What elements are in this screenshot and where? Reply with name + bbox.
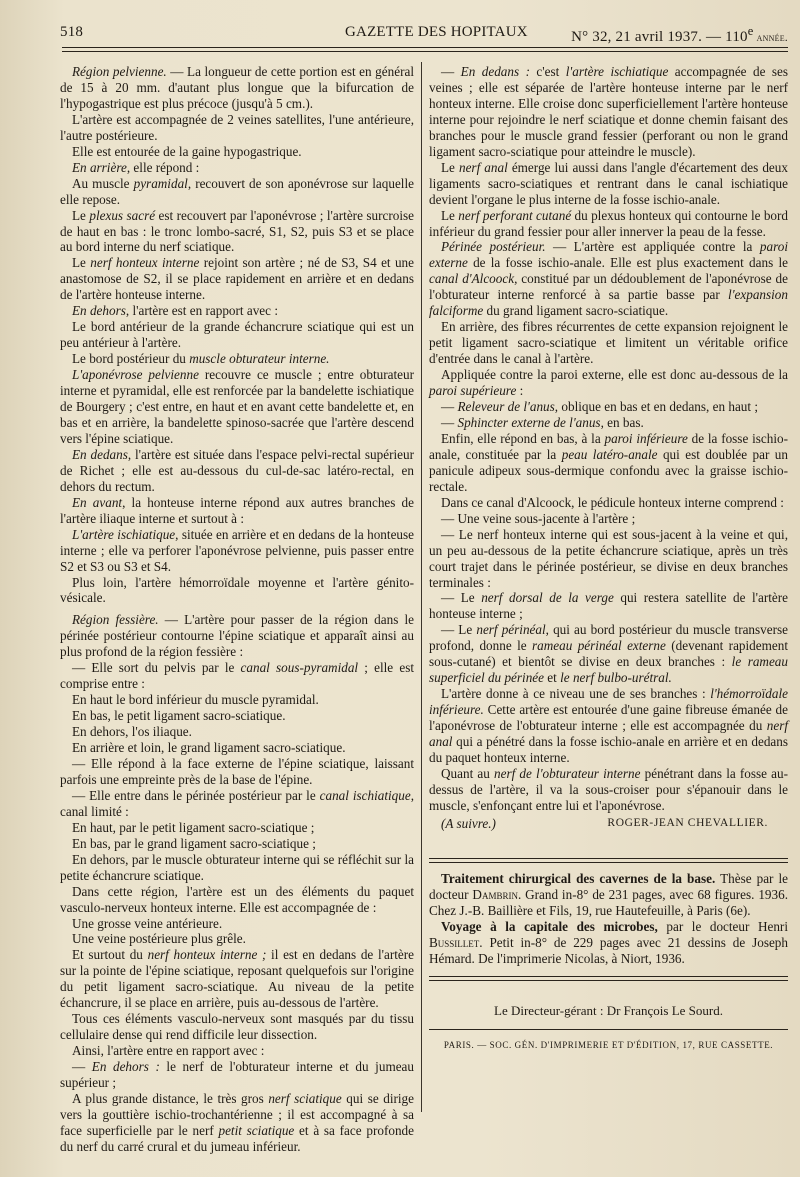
paragraph: Tous ces éléments vasculo-nerveux sont masqués par du tissu cellulaire dense qui rend difficile leur dissection. [60, 1011, 414, 1043]
paragraph: — Elle entre dans le périnée postérieur par le canal ischiatique, canal limité : [60, 787, 415, 819]
header-rule-bottom [62, 51, 788, 52]
paragraph: En bas, par le grand ligament sacro-sciatique ; [72, 835, 316, 851]
paragraph: Le nerf honteux interne rejoint son artère ; né de S3, S4 et une anastomose de S2, il se place rapidement en arrière et en dedans de l'artère honteuse interne. [60, 255, 414, 303]
paragraph: — Releveur de l'anus, oblique en bas et en dedans, en haut ; [441, 399, 759, 415]
paragraph: — En dehors : le nerf de l'obturateur interne et du jumeau supérieur ; [60, 1059, 414, 1091]
paragraph: Le bord postérieur du muscle obturateur interne. [72, 351, 330, 367]
paragraph: L'aponévrose pelvienne recouvre ce muscle ; entre obturateur interne et pyramidal, elle est renforcée par la bandelette ischiatique de Bourgery ; c'est entre, en haut et en avant cette bandelette et, en bas et en arrière, la bandelette spinoso-sacrée que l'artère descend vers l'épine sciatique. [60, 367, 414, 446]
section-rule [429, 858, 788, 859]
journal-title: GAZETTE DES HOPITAUX [345, 24, 528, 40]
paragraph: Le plexus sacré est recouvert par l'aponévrose ; l'artère surcroise de haut en bas : le tronc lombo-sacré, S1, S2, puis S3 et se place au bord interne du nerf sciatique. [60, 207, 414, 255]
section-rule [429, 1029, 788, 1030]
paragraph: En avant, la honteuse interne répond aux autres branches de l'artère iliaque interne et surtout à : [60, 494, 414, 526]
paragraph: Plus loin, l'artère hémorroïdale moyenne et l'artère génito-vésicale. [60, 574, 414, 606]
paragraph: Région pelvienne. — La longueur de cette portion est en général de 15 à 20 mm. d'autant plus longue que la bifurcation de l'hypogastrique est plus précoce (jusqu'à 5 cm.). [60, 64, 414, 111]
paragraph: Une grosse veine antérieure. [72, 915, 223, 931]
paragraph: Dans cette région, l'artère est un des éléments du paquet vasculo-nerveux honteux interne. Elle est accompagnée de : [60, 883, 414, 915]
section-rule [429, 980, 788, 981]
paragraph: Dans ce canal d'Alcoock, le pédicule honteux interne comprend : [441, 494, 784, 510]
paragraph: L'artère donne à ce niveau une de ses branches : l'hémorroïdale inférieure. Cette artère est entourée d'une gaine fibreuse émanée de l'aponévrose de l'obturateur interne ; elle est accompagnée du nerf anal qui a pénétré dans la fosse ischio-anale en arrière et en dedans du paquet honteux interne. [429, 686, 788, 765]
section-rule [429, 862, 788, 863]
paragraph: L'artère ischiatique, située en arrière et en dedans de la honteuse interne ; elle va perforer l'aponévrose pelvienne, puis passer entre S2 et S3 ou S3 et S4. [60, 526, 414, 574]
paragraph: En arrière et loin, le grand ligament sacro-sciatique. [72, 740, 346, 756]
paragraph: Région fessière. — L'artère pour passer de la région dans le périnée postérieur contourne l'épine sciatique et apparaît ainsi au plus profond de la région fessière : [60, 612, 414, 660]
paragraph: — Le nerf honteux interne qui est sous-jacent à la veine et qui, un peu au-dessous de la petite échancrure sciatique, après un très court trajet dans le périnée postérieur, se divise en deux branches terminales : [429, 526, 788, 590]
paragraph: En arrière, des fibres récurrentes de cette expansion rejoignent le petit ligament sacro-sciatique et limitent un véritable orifice d'entrée dans le canal à l'artère. [429, 319, 788, 367]
column-divider [421, 62, 422, 1112]
to-be-continued: (A suivre.) [441, 815, 496, 831]
author-name: ROGER-JEAN CHEVALLIER. [607, 816, 768, 829]
paragraph: Une veine postérieure plus grêle. [72, 931, 246, 947]
paragraph: En dehors, par le muscle obturateur interne qui se réfléchit sur la petite échancrure sciatique. [60, 851, 414, 883]
paragraph: Ainsi, l'artère entre en rapport avec : [72, 1043, 265, 1059]
paragraph: En dehors, l'artère est en rapport avec : [72, 303, 278, 319]
paragraph: — Le nerf dorsal de la verge qui restera satellite de l'artère honteuse interne ; [429, 590, 789, 622]
paragraph: Et surtout du nerf honteux interne ; il est en dedans de l'artère sur la pointe de l'épine sciatique, reposant quelquefois sur l'origine du petit ligament sacro-sciatique. Au niveau de la petite échancrure, il se place en arrière, puis au-dessous de l'artère. [60, 947, 414, 1011]
book-entry: Voyage à la capitale des microbes, par le docteur Henri Bussillet. Petit in-8° de 229 pages avec 21 dessins de Joseph Hémard. De l'imprimerie Nicolas, à Niort, 1936. [429, 918, 788, 966]
paragraph: — En dedans : c'est l'artère ischiatique accompagnée de ses veines ; elle est séparée de l'artère honteuse interne par le nerf honteux interne. Elle croise donc superficiellement l'artère honteuse interne pour rejoindre le nerf sciatique et donne chemin faisant des branches pour le muscle grand fessier (perforant ou non le grand ligament sacro-sciatique pour atteindre le muscle). [429, 64, 788, 159]
paragraph: — Elle répond à la face externe de l'épine sciatique, laissant parfois une empreinte près de la base de l'épine. [60, 755, 414, 787]
issue-text: N° 32, 21 avril 1937. — 110 [571, 29, 748, 45]
paragraph: Elle est entourée de la gaine hypogastrique. [72, 143, 302, 159]
article-signature [429, 816, 788, 832]
paragraph: En arrière, elle répond : [72, 159, 200, 175]
director-line: Le Directeur-gérant : Dr François Le Sourd. [494, 1003, 723, 1019]
paragraph: — Elle sort du pelvis par le canal sous-pyramidal ; elle est comprise entre : [60, 660, 414, 692]
issue-suffix: année. [753, 30, 788, 44]
book-reviews [429, 871, 788, 967]
paragraph: Quant au nerf de l'obturateur interne pénétrant dans la fosse au-dessus de l'artère, il va la sous-croiser pour s'épanouir dans le muscle, s'enfonçant entre lui et l'aponévrose. [429, 765, 788, 813]
paragraph: L'artère est accompagnée de 2 veines satellites, l'une antérieure, l'autre postérieure. [60, 111, 414, 143]
paragraph: En haut, par le petit ligament sacro-sciatique ; [72, 819, 315, 835]
page-number: 518 [60, 24, 84, 40]
paragraph: Le nerf anal émerge lui aussi dans l'angle d'écartement des deux ligaments sacro-sciatiques et rentrant dans le canal ischiatique devient l'organe le plus interne de la fosse ischio-anale. [429, 159, 788, 207]
paragraph: — Une veine sous-jacente à l'artère ; [441, 510, 636, 526]
paragraph: En haut le bord inférieur du muscle pyramidal. [72, 692, 319, 708]
left-column [60, 64, 414, 1155]
section-rule [429, 976, 788, 977]
issue-info [571, 24, 788, 46]
paragraph: Appliquée contre la paroi externe, elle est donc au-dessous de la paroi supérieure : [429, 367, 788, 399]
paragraph: En bas, le petit ligament sacro-sciatique. [72, 708, 286, 724]
paragraph: Le nerf perforant cutané du plexus honteux qui contourne le bord inférieur du grand fessier pour aller innerver la peau de la fesse. [429, 207, 788, 239]
paragraph: — Le nerf périnéal, qui au bord postérieur du muscle transverse profond, donne le rameau périnéal externe (devenant rapidement sous-cutané) et bientôt se divise en deux branches : le rameau superficiel du périnée et le nerf bulbo-urétral. [429, 622, 788, 686]
printer-line: PARIS. — SOC. GÉN. D'IMPRIMERIE ET D'ÉDITION, 17, RUE CASSETTE. [443, 1040, 774, 1051]
paragraph: — Sphincter externe de l'anus, en bas. [441, 414, 644, 430]
paragraph: Le bord antérieur de la grande échancrure sciatique qui est un peu antérieur à l'artère. [60, 319, 414, 351]
paragraph: Au muscle pyramidal, recouvert de son aponévrose sur laquelle elle repose. [60, 175, 414, 207]
right-column [429, 64, 788, 1054]
paragraph: En dedans, l'artère est située dans l'espace pelvi-rectal supérieur de Richet ; elle est au-dessous du cul-de-sac latéro-rectal, en dehors du rectum. [60, 446, 414, 494]
issue-sup: e [747, 24, 754, 38]
page-header [60, 22, 788, 46]
paragraph: A plus grande distance, le très gros nerf sciatique qui se dirige vers la gouttière ischio-trochantérienne ; il est accompagné à sa face superficielle par le nerf petit sciatique et à sa face profonde du nerf du carré crural et du jumeau inférieur. [60, 1091, 414, 1154]
book-entry: Traitement chirurgical des cavernes de la base. Thèse par le docteur Dambrin. Grand in-8° de 231 pages, avec 68 figures. 1936. Chez J.-B. Baillière et Fils, 19, rue Hautefeuille, à Paris (6e). [429, 870, 789, 918]
paragraph: Enfin, elle répond en bas, à la paroi inférieure de la fosse ischio-anale, constituée par la peau latéro-anale qui est doublée par un panicule adipeux sous-dermique confondu avec la graisse ischio-rectale. [429, 430, 788, 494]
header-rule-top [62, 47, 788, 48]
paragraph: En dehors, l'os iliaque. [72, 724, 192, 740]
paragraph: Périnée postérieur. — L'artère est appliquée contre la paroi externe de la fosse ischio-anale. Elle est plus exactement dans le canal d'Alcoock, constitué par un dédoublement de l'aponévrose de l'obturateur interne renforcé à sa partie basse par l'expansion falciforme du grand ligament sacro-sciatique. [429, 239, 788, 319]
